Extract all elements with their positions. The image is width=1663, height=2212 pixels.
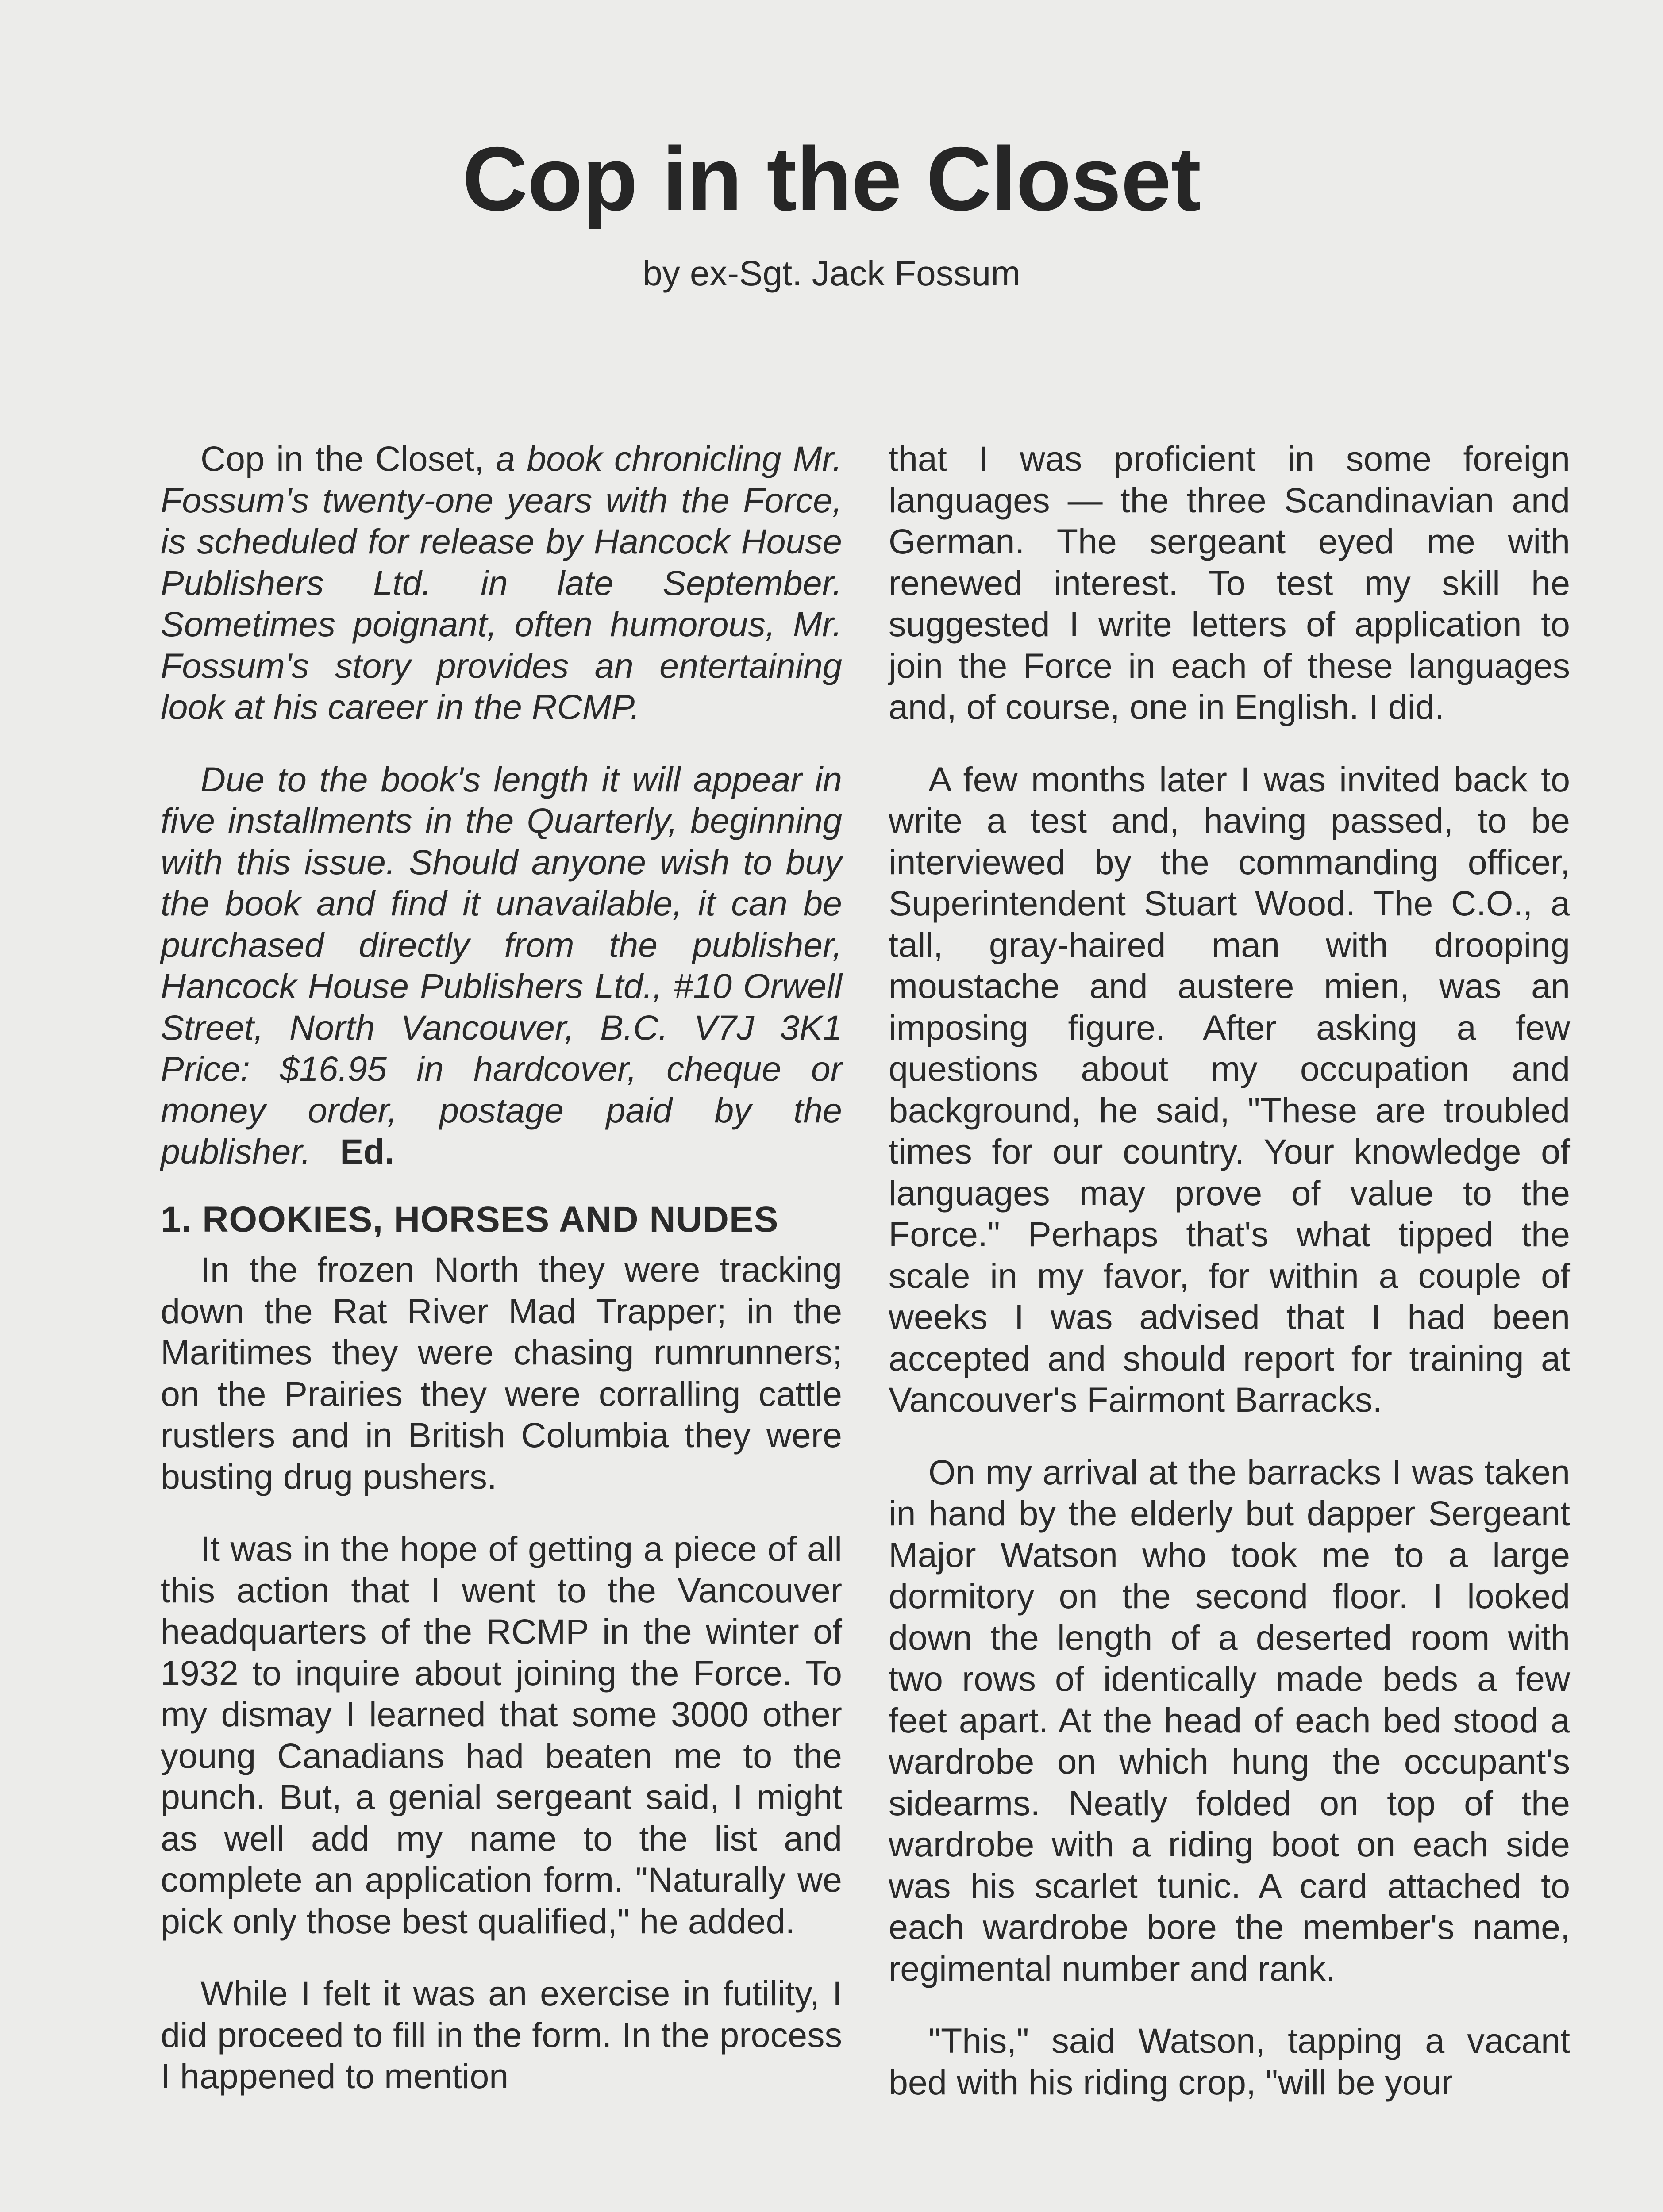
editor-note-paragraph-2: [161, 759, 842, 1172]
article-byline: by ex-Sgt. Jack Fossum: [643, 253, 1020, 293]
right-column: [889, 438, 1570, 2103]
body-paragraph: "This," said Watson, tapping a vacant bed with his riding crop, "will be your: [889, 2021, 1570, 2102]
section-heading: 1. ROOKIES, HORSES AND NUDES: [161, 1199, 779, 1240]
body-paragraph: While I felt it was an exercise in futility, I did proceed to fill in the form. In the process I happened to mention: [161, 1974, 842, 2096]
body-paragraph-continued: that I was proficient in some foreign languages — the three Scandinavian and German. The sergeant eyed me with renewed interest. To test my skill he suggested I write letters of application to join the Force in each of these languages and, of course, one in English. I did.: [889, 439, 1570, 726]
editor-note-text-1: a book chronicling Mr. Fossum's twenty-one years with the Force, is scheduled for release by Hancock House Publishers Ltd. in late September. Sometimes poignant, often humorous, Mr. Fossum's story provides an entertaining look at his career in the RCMP.: [161, 439, 842, 726]
editor-note-paragraph-1: [161, 438, 842, 728]
editor-signature: Ed.: [340, 1132, 395, 1171]
editor-note-text-2: Due to the book's length it will appear in five installments in the Quarterly, beginning with this issue. Should anyone wish to buy the book and find it unavailable, it can be purchased directly from the publisher, Hancock House Publishers Ltd., #10 Orwell Street, North Vancouver, B.C. V7J 3K1 Price: $16.95 in hardcover, cheque or money order, postage paid by the publisher.: [161, 759, 842, 1171]
article-title: Cop in the Closet: [462, 128, 1201, 230]
body-paragraph: It was in the hope of getting a piece of all this action that I went to the Vancouver headquarters of the RCMP in the winter of 1932 to inquire about joining the Force. To my dismay I learned that some 3000 other young Canadians had beaten me to the punch. But, a genial sergeant said, I might as well add my name to the list and complete an application form. "Naturally we pick only those best qualified," he added.: [161, 1529, 842, 1941]
left-column: [161, 438, 842, 2097]
book-title-mention: Cop in the Closet,: [200, 439, 484, 478]
body-paragraph: In the frozen North they were tracking down the Rat River Mad Trapper; in the Maritimes they were chasing rumrunners; on the Prairies they were corralling cattle rustlers and in British Columbia they were busting drug pushers.: [161, 1250, 842, 1496]
body-paragraph: On my arrival at the barracks I was taken in hand by the elderly but dapper Sergeant Major Watson who took me to a large dormitory on the second floor. I looked down the length of a deserted room with two rows of identically made beds a few feet apart. At the head of each bed stood a wardrobe on which hung the occupant's sidearms. Neatly folded on top of the wardrobe with a riding boot on each side was his scarlet tunic. A card attached to each wardrobe bore the member's name, regimental number and rank.: [889, 1452, 1570, 1988]
body-paragraph: A few months later I was invited back to write a test and, having passed, to be interviewed by the commanding officer, Superintendent Stuart Wood. The C.O., a tall, gray-haired man with drooping moustache and austere mien, was an imposing figure. After asking a few questions about my occupation and background, he said, "These are troubled times for our country. Your knowledge of languages may prove of value to the Force." Perhaps that's what tipped the scale in my favor, for within a couple of weeks I was advised that I had been accepted and should report for training at Vancouver's Fairmont Barracks.: [889, 759, 1570, 1419]
